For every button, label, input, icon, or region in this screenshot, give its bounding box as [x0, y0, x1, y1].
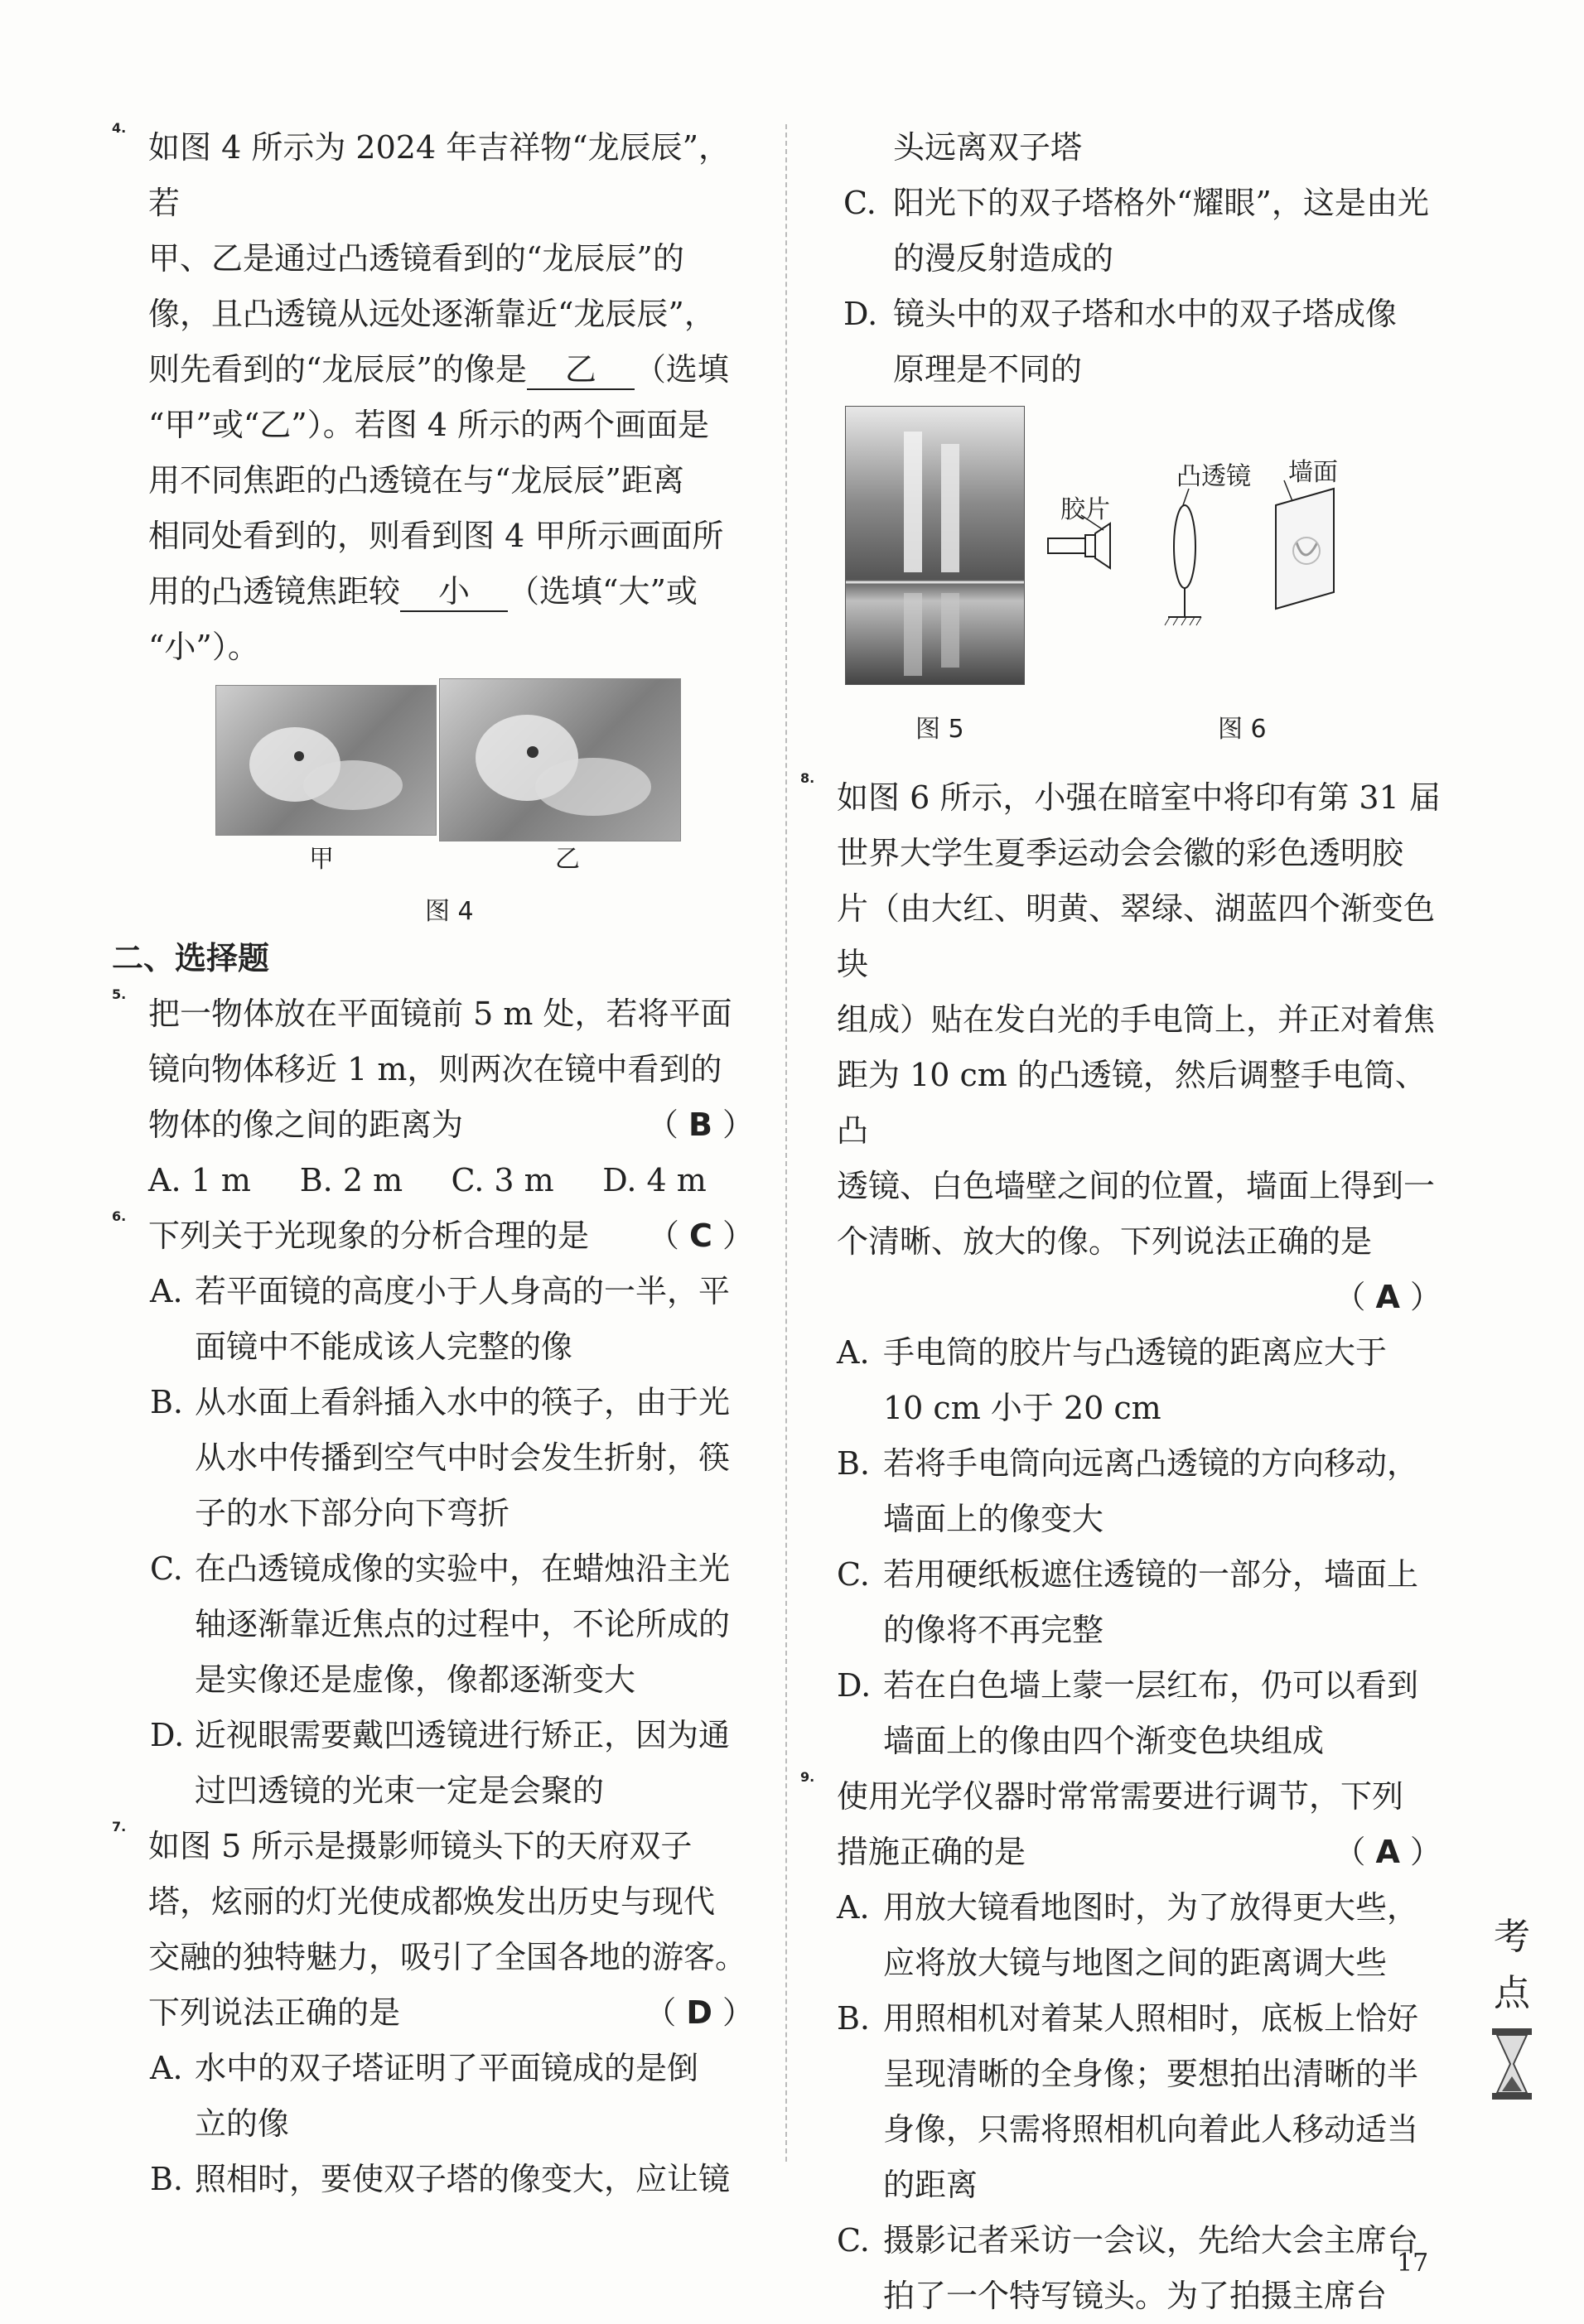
twin-towers-photo — [845, 406, 1025, 685]
option-c: C. 阳光下的双子塔格外“耀眼”，这是由光 — [843, 185, 1429, 221]
answer-bracket: （ B ） — [646, 1107, 754, 1143]
q9-line: 措施正确的是 （ A ） — [837, 1825, 1442, 1880]
option-c: C. 摄影记者采访一会议，先给大会主席台 — [837, 2222, 1419, 2259]
q9-line: 使用光学仪器时常常需要进行调节，下列 — [837, 1778, 1404, 1815]
figure-6-caption: 图 6 — [1218, 715, 1267, 744]
option-c-cont: 的漫反射造成的 — [893, 240, 1114, 277]
section-heading: 二、选择题 — [112, 940, 270, 976]
sidebar-char: 考 — [1494, 1916, 1530, 1958]
figures-5-6 — [837, 406, 1442, 762]
hourglass-icon — [1489, 2027, 1535, 2101]
figure-caption: 图 4 — [425, 897, 474, 926]
option-c-cont: 的像将不再完整 — [883, 1612, 1104, 1648]
question-number: 6. — [112, 1208, 127, 1224]
option-c-cont: 是实像还是虚像，像都逐渐变大 — [195, 1661, 636, 1698]
q8-line: 透镜、白色墙壁之间的位置，墙面上得到一 — [837, 1168, 1436, 1204]
answer-blank-1: 乙 — [527, 350, 635, 390]
twin-towers-icon — [846, 407, 1024, 684]
answer-bracket: （ A ） — [1334, 1279, 1442, 1315]
question-number: 7. — [112, 1819, 127, 1835]
option-d: D. 若在白色墙上蒙一层红布，仍可以看到 — [837, 1667, 1419, 1704]
q5-line: 物体的像之间的距离为 （ B ） — [148, 1097, 754, 1153]
q5-line: 镜向物体移近 1 m，则两次在镜中看到的 — [148, 1051, 722, 1087]
q5-line: 把一物体放在平面镜前 5 m 处，若将平面 — [148, 996, 732, 1032]
dragon-icon — [440, 679, 680, 841]
figure-5-caption: 图 5 — [915, 715, 964, 744]
question-7 — [112, 1819, 754, 2041]
q6-stem: 下列关于光现象的分析合理的是 （ C ） — [148, 1208, 754, 1264]
answer-bracket: （ D ） — [645, 1994, 754, 2031]
option-a-cont: 面镜中不能成该人完整的像 — [195, 1328, 573, 1365]
q8-line: 个清晰、放大的像。下列说法正确的是 — [837, 1223, 1373, 1260]
answer-bracket: （ C ） — [647, 1217, 754, 1254]
option-d: D. 4 m — [602, 1162, 707, 1198]
figure-4 — [112, 685, 754, 926]
left-column — [112, 120, 754, 2207]
option-c-cont: 轴逐渐靠近焦点的过程中，不论所成的 — [195, 1606, 731, 1642]
q8-line: 片（由大红、明黄、翠绿、湖蓝四个渐变色块 — [837, 890, 1436, 982]
option-c: C. 在凸透镜成像的实验中，在蜡烛沿主光 — [150, 1550, 731, 1587]
q4-line: 则先看到的“龙辰辰”的像是 乙 （选填 — [148, 342, 754, 398]
sidebar-tab — [1487, 1909, 1537, 2105]
option-b-cont: 头远离双子塔 — [893, 129, 1083, 166]
option-d-cont: 过凹透镜的光束一定是会聚的 — [195, 1772, 605, 1809]
sidebar-char: 点 — [1494, 1972, 1530, 2014]
q4-line: 甲、乙是通过凸透镜看到的“龙辰辰”的 — [148, 240, 684, 277]
column-divider — [785, 124, 787, 2162]
q8-line: 距为 10 cm 的凸透镜，然后调整手电筒、凸 — [837, 1057, 1427, 1149]
dragon-icon — [216, 686, 436, 835]
right-column — [800, 120, 1442, 2324]
question-number: 8. — [800, 770, 815, 786]
option-c-cont: 拍了一个特写镜头。为了拍摄主席台 — [883, 2278, 1388, 2314]
option-b: B. 用照相机对着某人照相时，底板上恰好 — [837, 2000, 1419, 2037]
q4-line: 相同处看到的，则看到图 4 甲所示画面所 — [148, 518, 724, 554]
page-number: 17 — [1397, 2249, 1429, 2278]
option-b: B. 照相时，要使双子塔的像变大，应让镜 — [150, 2161, 731, 2197]
question-6 — [112, 1208, 754, 1264]
option-b: B. 若将手电筒向远离凸透镜的方向移动， — [837, 1445, 1419, 1482]
answer-line — [837, 1270, 1442, 1325]
lens-label: 凸透镜 — [1176, 462, 1251, 491]
q8-line: 组成）贴在发白光的手电筒上，并正对着焦 — [837, 1001, 1436, 1038]
option-b: B. 从水面上看斜插入水中的筷子，由于光 — [150, 1384, 731, 1420]
option-a-cont: 应将放大镜与地图之间的距离调大些 — [883, 1945, 1388, 1981]
q4-line: 用不同焦距的凸透镜在与“龙辰辰”距离 — [148, 462, 684, 499]
q7-line: 塔，炫丽的灯光使成都焕发出历史与现代 — [148, 1883, 716, 1920]
q7-line: 交融的独特魅力，吸引了全国各地的游客。 — [148, 1939, 747, 1975]
q8-line: 世界大学生夏季运动会会徽的彩色透明胶 — [837, 835, 1404, 871]
option-d: D. 近视眼需要戴凹透镜进行矫正，因为通 — [150, 1717, 731, 1753]
q7-line: 如图 5 所示是摄影师镜头下的天府双子 — [148, 1828, 693, 1864]
option-d-cont: 原理是不同的 — [893, 351, 1083, 388]
answer-blank-2: 小 — [400, 572, 508, 612]
flashlight-icon — [1048, 523, 1110, 568]
q4-line: 如图 4 所示为 2024 年吉祥物“龙辰辰”，若 — [148, 129, 731, 221]
option-b-cont: 从水中传播到空气中时会发生折射，筷 — [195, 1439, 731, 1476]
option-b-cont: 的距离 — [883, 2167, 978, 2203]
option-b-cont: 子的水下部分向下弯折 — [195, 1495, 510, 1531]
convex-lens-icon — [1165, 505, 1201, 625]
q4-line: 像，且凸透镜从远处逐渐靠近“龙辰辰”， — [148, 296, 716, 332]
option-a: A. 水中的双子塔证明了平面镜成的是倒 — [150, 2050, 699, 2086]
option-b-cont: 呈现清晰的全身像；要想拍出清晰的半 — [883, 2056, 1419, 2092]
question-number: 5. — [112, 986, 127, 1002]
question-number: 4. — [112, 120, 127, 136]
wall-label: 墙面 — [1288, 458, 1338, 487]
film-label: 胶片 — [1060, 495, 1110, 524]
dragon-photo-a — [215, 685, 437, 836]
question-8 — [800, 770, 1442, 1325]
option-a: A. 用放大镜看地图时，为了放得更大些， — [837, 1889, 1419, 1926]
q7-line: 下列说法正确的是 （ D ） — [148, 1985, 754, 2041]
q4-line: “甲”或“乙”）。若图 4 所示的两个画面是 — [148, 407, 710, 443]
option-c: C. 若用硬纸板遮住透镜的一部分，墙面上 — [837, 1556, 1419, 1593]
option-b: B. 2 m — [299, 1162, 403, 1198]
question-5 — [112, 986, 754, 1153]
option-a-cont: 立的像 — [195, 2105, 290, 2142]
question-9 — [800, 1769, 1442, 1880]
figure-label-b: 乙 — [555, 845, 580, 874]
option-c: C. 3 m — [451, 1162, 554, 1198]
dragon-photo-b — [439, 678, 681, 841]
q4-line: “小”）。 — [148, 629, 259, 665]
question-number: 9. — [800, 1769, 815, 1785]
q8-line: 如图 6 所示，小强在暗室中将印有第 31 届 — [837, 779, 1441, 816]
option-a: A. 1 m — [148, 1162, 251, 1198]
question-4 — [112, 120, 754, 675]
wall-icon — [1276, 489, 1334, 609]
option-b-cont: 身像，只需将照相机向着此人移动适当 — [883, 2111, 1419, 2148]
option-d-cont: 墙面上的像由四个渐变色块组成 — [883, 1723, 1325, 1759]
option-a-cont: 10 cm 小于 20 cm — [883, 1390, 1161, 1426]
option-d: D. 镜头中的双子塔和水中的双子塔成像 — [843, 296, 1398, 332]
answer-bracket: （ A ） — [1334, 1834, 1442, 1870]
option-a: A. 手电筒的胶片与凸透镜的距离应大于 — [837, 1334, 1388, 1371]
option-b-cont: 墙面上的像变大 — [883, 1501, 1104, 1537]
figure-label-a: 甲 — [309, 845, 334, 874]
q4-line: 用的凸透镜焦距较 小 （选填“大”或 — [148, 564, 754, 620]
option-a: A. 若平面镜的高度小于人身高的一半，平 — [150, 1273, 731, 1309]
q5-options — [112, 1153, 754, 1208]
